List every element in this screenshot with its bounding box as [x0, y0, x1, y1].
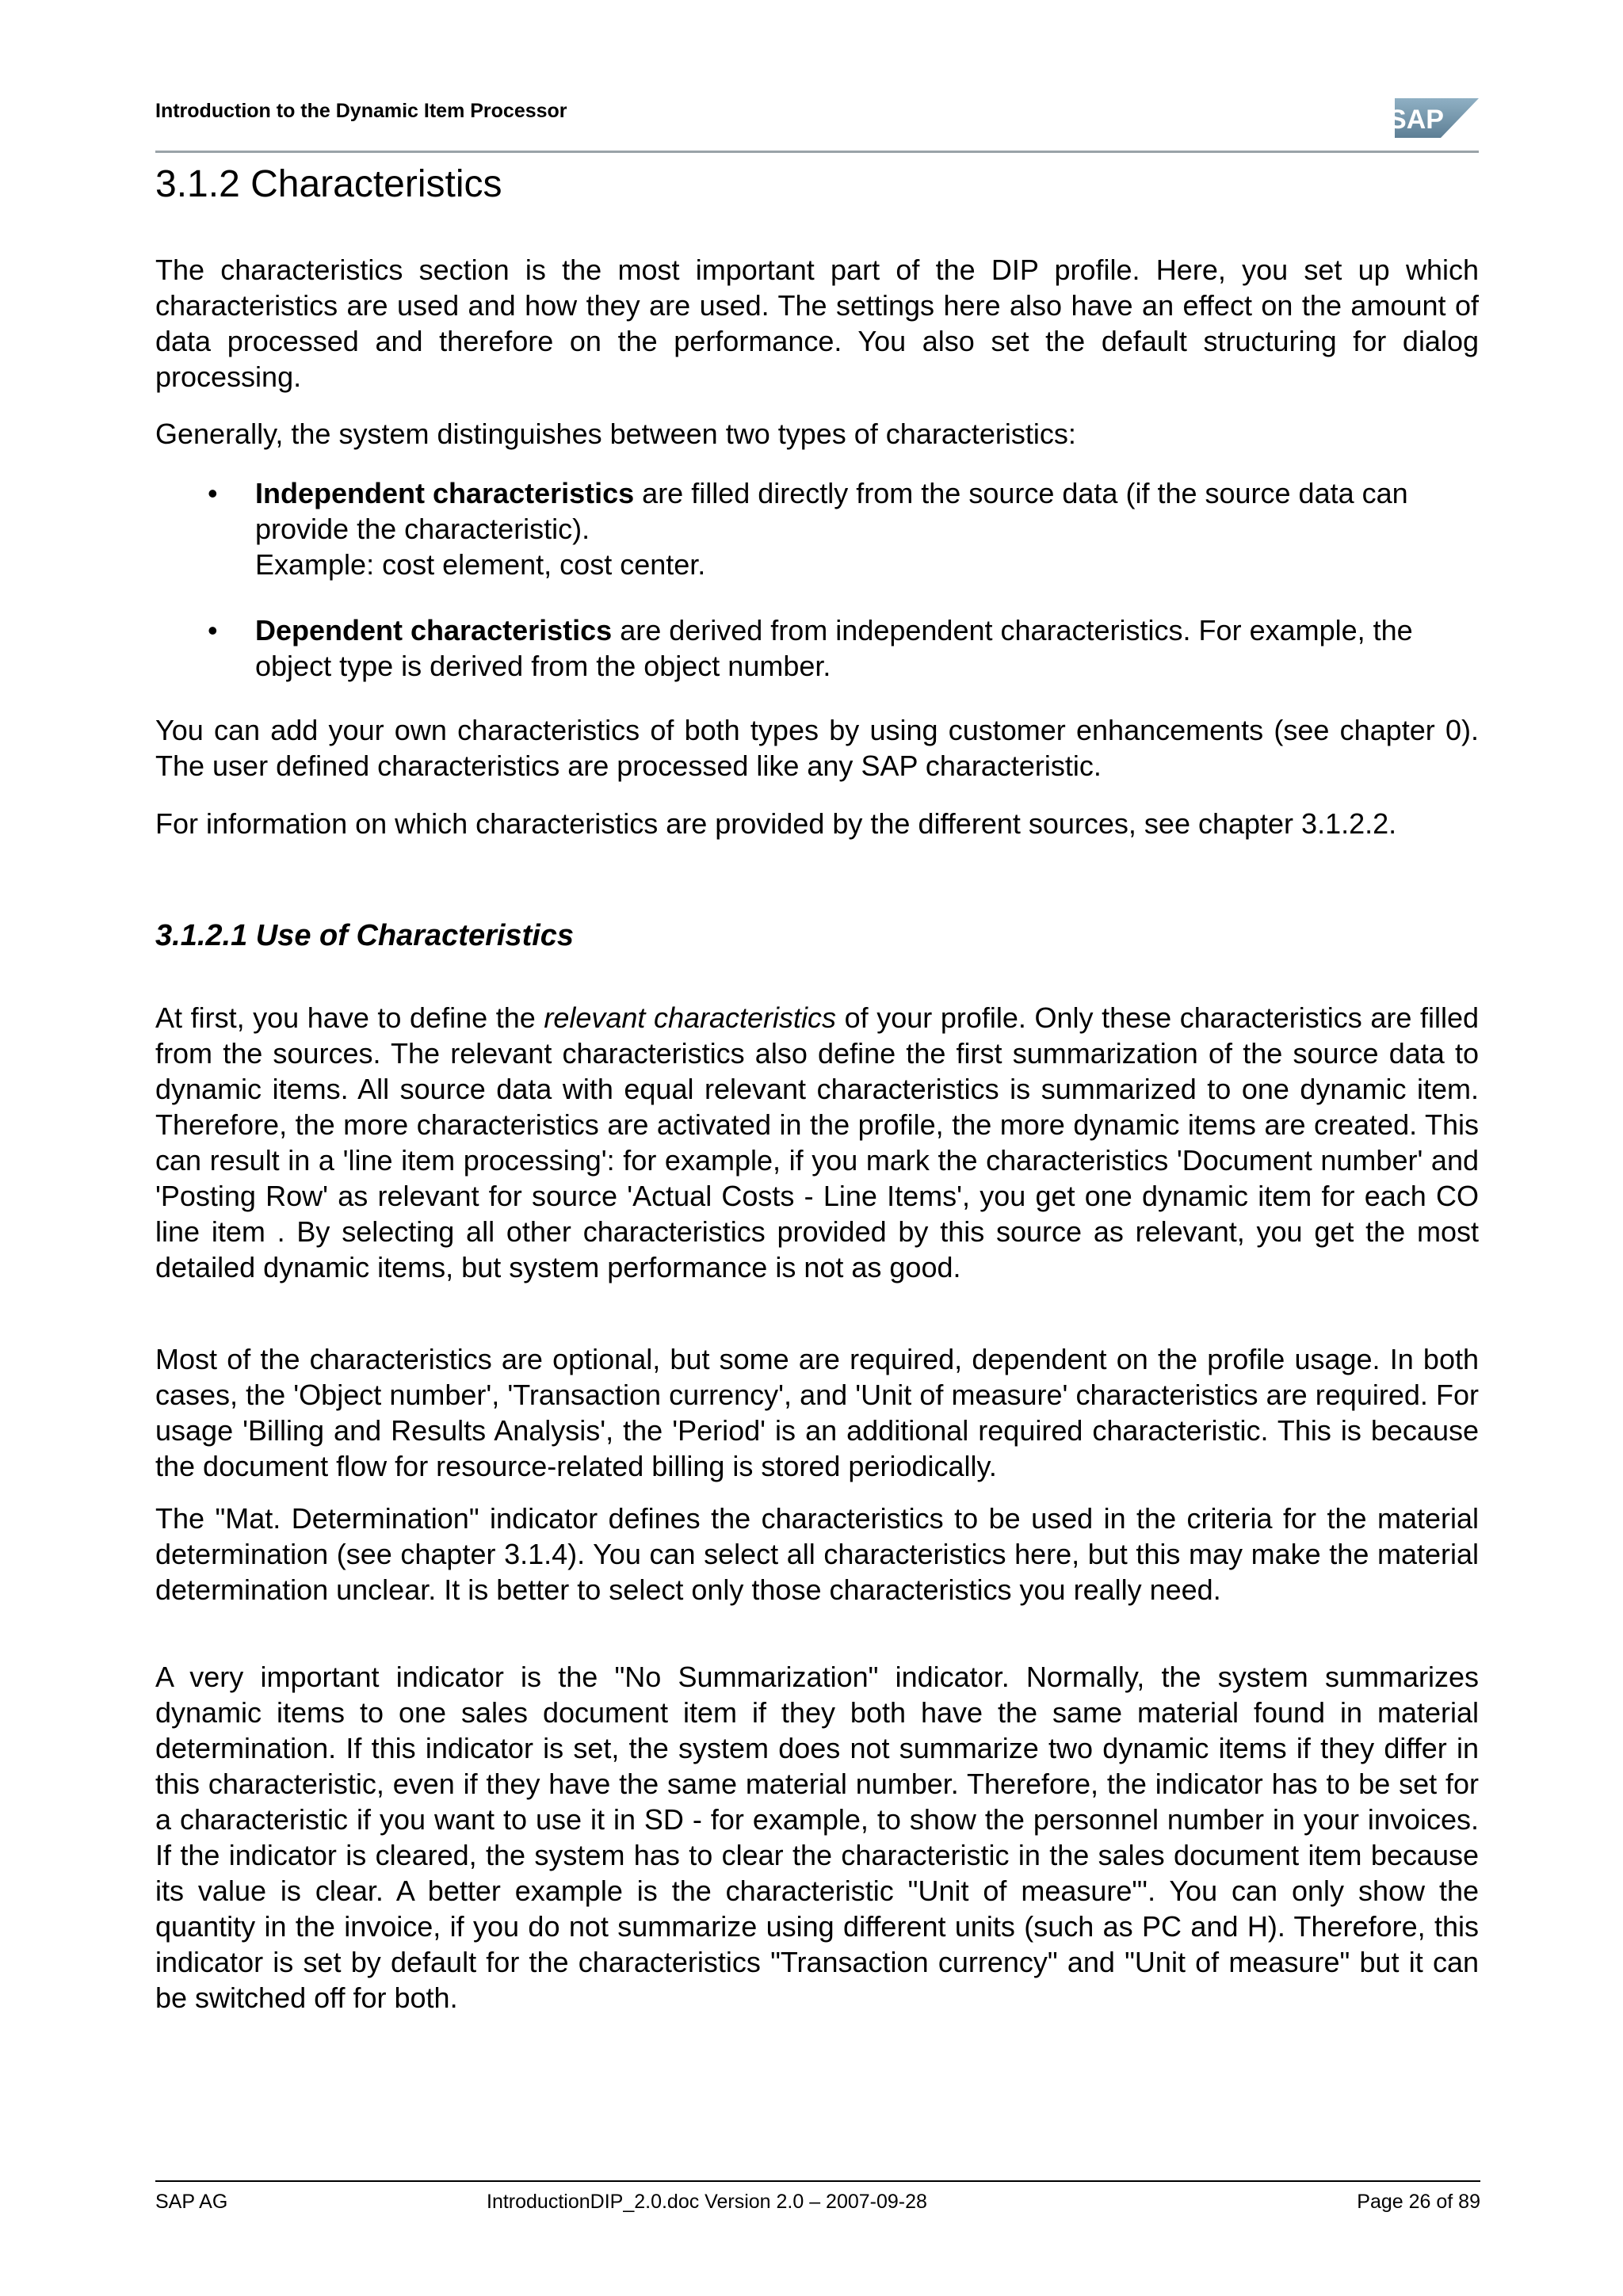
section-paragraph-1: The characteristics section is the most important part of the DIP profile. Here, you set up which characteristics are used and how they are used. The settings here also have an effect on the amount of data processed and therefore on the performance. You also set the default structuring for dialog processing. [155, 254, 1479, 393]
bullet-marker: • [208, 614, 218, 646]
footer-divider [155, 2180, 1480, 2182]
footer-page-number: Page 26 of 89 [1357, 2191, 1480, 2213]
sap-logo-text: SAP [1388, 105, 1444, 135]
running-header-title: Introduction to the Dynamic Item Processor [155, 100, 567, 122]
subsection-paragraph-1 [155, 1000, 1479, 1285]
header-divider [155, 151, 1479, 153]
subsection-paragraph-3: The "Mat. Determination" indicator defines the characteristics to be used in the criteria for the material determination (see chapter 3.1.4). You can select all characteristics here, but this may make the material determination unclear. It is better to select only those characteristics you really need. [155, 1502, 1479, 1606]
section-heading: 3.1.2 Characteristics [155, 163, 502, 205]
bullet-term: Independent characteristics [255, 477, 635, 509]
paragraph-text: At first, you have to define the [155, 1001, 544, 1034]
subsection-paragraph-2: Most of the characteristics are optional, but some are required, dependent on the profile usage. In both cases, the 'Object number', 'Transaction currency', and 'Unit of measure' characteristics are required. For usage 'Billing and Results Analysis', the 'Period' is an additional required characteristic. This is because the document flow for resource-related billing is stored periodically. [155, 1343, 1479, 1482]
bullet-description: are filled directly from the source data (if the source data can provide the characteristic). [255, 477, 1408, 545]
subsection-paragraph-4: A very important indicator is the "No Summarization" indicator. Normally, the system summarizes dynamic items to one sales document item if they both have the same material found in material determination. If this indicator is set, the system does not summarize two dynamic items if they differ in this characteristic, even if they have the same material number. Therefore, the indicator has to be set for a characteristic if you want to use it in SD - for example, to show the personnel number in your invoices. If the indicator is cleared, the system has to clear the characteristic in the sales document item because its value is clear. A better example is the characteristic "Unit of measure"'. You can only show the quantity in the invoice, if you do not summarize using different units (such as PC and H). Therefore, this indicator is set by default for the characteristics "Transaction currency" and "Unit of measure" but it can be switched off for both. [155, 1661, 1479, 2014]
bullet-item-dependent [255, 612, 1444, 684]
bullet-marker: • [208, 477, 218, 509]
bullet-example: Example: cost element, cost center. [255, 548, 706, 581]
section-paragraph-4: For information on which characteristics are provided by the different sources, see chapter 3.1.2.2. [155, 807, 1397, 840]
sap-logo [1388, 97, 1479, 139]
footer-company: SAP AG [155, 2191, 228, 2213]
section-paragraph-2: Generally, the system distinguishes between two types of characteristics: [155, 418, 1076, 450]
emphasis-relevant-characteristics: relevant characteristics [544, 1001, 837, 1034]
bullet-term: Dependent characteristics [255, 614, 613, 646]
footer-document-info: IntroductionDIP_2.0.doc Version 2.0 – 2007-09-28 [487, 2191, 927, 2213]
paragraph-text: of your profile. Only these characteristics are filled from the sources. The relevant characteristics also define the first summarization of the source data to dynamic items. All source data with equal relevant characteristics is summarized to one dynamic item. Therefore, the more characteristics are activated in the profile, the more dynamic items are created. This can result in a 'line item processing': for example, if you mark the characteristics 'Document number' and 'Posting Row' as relevant for source 'Actual Costs - Line Items', you get one dynamic item for each CO line item . By selecting all other characteristics provided by this source as relevant, you get the most detailed dynamic items, but system performance is not as good. [155, 1001, 1480, 1283]
bullet-item-independent [255, 475, 1444, 582]
subsection-heading: 3.1.2.1 Use of Characteristics [155, 919, 575, 952]
bullet-description: are derived from independent characteristics. For example, the object type is derived from the object number. [255, 614, 1413, 682]
section-paragraph-3: You can add your own characteristics of both types by using customer enhancements (see chapter 0). The user defined characteristics are processed like any SAP characteristic. [155, 714, 1479, 782]
